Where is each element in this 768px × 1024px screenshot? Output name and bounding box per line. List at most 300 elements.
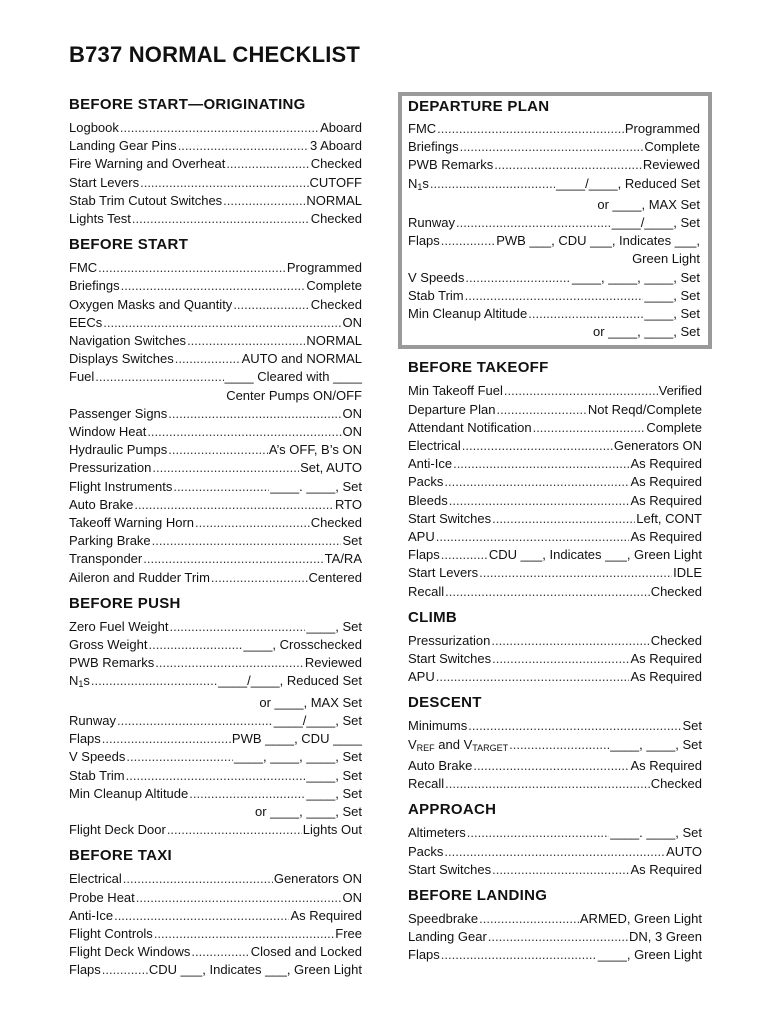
item-label-text: Pressurization [408, 632, 491, 648]
item-value: NORMAL [306, 192, 362, 208]
item-value: PWB ___, CDU ___, Indicates ___, [496, 233, 700, 249]
item-label-text: Oxygen Masks and Quantity [69, 296, 233, 312]
item-label-text: V Speeds [69, 749, 126, 765]
section-title: DEPARTURE PLAN [408, 98, 550, 115]
item-value: ____. ____, Set [610, 825, 702, 841]
section-title: BEFORE START [69, 236, 189, 254]
item-label [408, 583, 444, 601]
item-value: AUTO and NORMAL [241, 351, 362, 367]
checklist-item [69, 821, 362, 839]
checklist-item [408, 717, 702, 735]
item-label-text: Start Levers [408, 565, 479, 581]
item-value: Generators ON [273, 871, 362, 887]
item-label-text: Flaps [69, 731, 101, 747]
checklist-item [69, 192, 362, 210]
dot-leader [149, 636, 243, 654]
item-value: ____/____, Set [273, 712, 362, 728]
checklist-item [69, 636, 362, 654]
item-label [69, 192, 222, 210]
dot-leader [437, 120, 624, 138]
item-label [408, 546, 440, 564]
item-label [69, 441, 167, 459]
item-label [69, 943, 190, 961]
checklist-item [408, 138, 700, 156]
item-label-text: FMC [408, 121, 437, 136]
item-label [69, 259, 97, 277]
checklist-item [69, 332, 362, 350]
item-label [408, 757, 472, 775]
checklist-item [408, 632, 702, 650]
item-label-text: Flight Instruments [69, 478, 173, 494]
item-value: ON [342, 889, 362, 905]
item-label-text: Passenger Signs [69, 405, 168, 421]
dot-leader [155, 654, 304, 672]
item-label [69, 907, 113, 925]
item-label-text: Packs [408, 843, 444, 859]
item-label-text: Hydraulic Pumps [69, 442, 168, 458]
item-label [69, 210, 131, 228]
dot-leader [195, 514, 310, 532]
checklist-item [408, 564, 702, 582]
dot-leader [140, 174, 308, 192]
item-label [69, 119, 119, 137]
dot-leader [211, 569, 308, 587]
item-value: ____, ____, Set [610, 736, 702, 752]
departure-plan-box [398, 92, 712, 349]
checklist-item [69, 368, 362, 386]
item-label-text: Minimums [408, 718, 468, 734]
item-label-text: Attendant Notification [408, 419, 532, 435]
item-label [69, 277, 120, 295]
item-label [408, 843, 443, 861]
dot-leader [187, 332, 305, 350]
item-label-text: Transponder [69, 551, 143, 567]
item-label-text: V Speeds [408, 269, 465, 285]
item-value: As Required [630, 861, 702, 877]
checklist-item [69, 296, 362, 314]
item-label [408, 528, 435, 546]
item-value-continuation: or ____, MAX Set [259, 694, 362, 710]
dot-leader [453, 455, 629, 473]
item-value: ____/____, Reduced Set [218, 673, 362, 689]
item-value: Checked [650, 632, 702, 648]
item-label-text: Gross Weight [69, 637, 148, 653]
checklist-item [408, 156, 700, 174]
item-label [408, 455, 452, 473]
item-label [408, 946, 440, 964]
section-title: CLIMB [408, 608, 457, 626]
right-sections [398, 359, 712, 964]
item-label [408, 736, 508, 757]
checklist-item [69, 767, 362, 785]
checklist-item [69, 174, 362, 192]
item-label-text: Window Heat [69, 424, 147, 440]
item-label-text: APU [408, 529, 435, 545]
item-label-text: Packs [408, 474, 444, 490]
checklist-item [69, 210, 362, 228]
dot-leader [123, 870, 273, 888]
item-label [408, 232, 440, 250]
checklist-item [69, 423, 362, 441]
item-label [408, 861, 491, 879]
dot-leader [491, 632, 649, 650]
item-value: ____ Cleared with ____ [224, 369, 362, 385]
checklist-item [69, 870, 362, 888]
item-label [69, 350, 174, 368]
item-value: RTO [335, 496, 362, 512]
item-label-text: Min Cleanup Altitude [69, 785, 189, 801]
item-value: Complete [644, 139, 700, 155]
item-value: A’s OFF, B’s ON [268, 442, 362, 458]
item-label-text: Altimeters [408, 825, 466, 841]
item-label [408, 775, 444, 793]
item-label-subscript: REF [416, 742, 435, 753]
item-value-continuation: or ____, ____, Set [255, 803, 362, 819]
dot-leader [444, 843, 665, 861]
item-value: TA/RA [324, 551, 362, 567]
dot-leader [473, 757, 629, 775]
checklist-item [69, 748, 362, 766]
checklist-item [408, 401, 702, 419]
item-label [69, 532, 151, 550]
dot-leader [449, 492, 630, 510]
checklist-item [408, 546, 702, 564]
dot-leader [154, 925, 334, 943]
item-value: As Required [630, 456, 702, 472]
item-label-text: EECs [69, 314, 103, 330]
item-value: NORMAL [306, 333, 362, 349]
dot-leader [152, 532, 342, 550]
dot-leader [117, 712, 273, 730]
item-value: ____/____, Set [611, 215, 700, 231]
section-title: APPROACH [408, 801, 497, 819]
item-value: IDLE [673, 565, 702, 581]
dot-leader [462, 437, 613, 455]
dot-leader [465, 287, 644, 305]
item-label-text: Start Switches [408, 861, 492, 877]
dot-leader [441, 546, 488, 564]
section-title: BEFORE PUSH [69, 594, 181, 612]
item-label-text: Parking Brake [69, 533, 151, 549]
dot-leader [178, 137, 309, 155]
item-label [69, 423, 146, 441]
dot-leader [223, 192, 305, 210]
item-label-text: Briefings [69, 278, 120, 294]
item-label-text: Min Takeoff Fuel [408, 383, 503, 399]
item-value: AUTO [666, 843, 702, 859]
item-value: Lights Out [302, 822, 362, 838]
dot-leader [445, 583, 650, 601]
checklist-item [408, 736, 702, 757]
item-value: As Required [290, 907, 362, 923]
dot-leader [143, 550, 323, 568]
item-value-continuation: Center Pumps ON/OFF [226, 387, 362, 403]
item-label [69, 314, 102, 332]
item-value: Checked [650, 776, 702, 792]
dot-leader [191, 943, 249, 961]
page-title: B737 NORMAL CHECKLIST [69, 42, 361, 67]
checklist-item [69, 785, 362, 803]
checklist-item [408, 583, 702, 601]
item-value: CDU ___, Indicates ___, Green Light [148, 962, 362, 978]
checklist-item [408, 910, 702, 928]
item-label-text: Logbook [69, 120, 119, 135]
item-value: Checked [310, 211, 362, 227]
item-label-text: Speedbrake [408, 910, 479, 926]
item-label-text: PWB Remarks [69, 655, 155, 671]
dot-leader [168, 441, 268, 459]
item-value: ____, ____, ____, Set [234, 749, 362, 765]
dot-leader [445, 775, 650, 793]
dot-leader [233, 296, 309, 314]
checklist-item [408, 175, 700, 196]
checklist-item [69, 514, 362, 532]
item-label [69, 870, 122, 888]
item-value-continuation: or ____, ____, Set [593, 324, 700, 340]
dot-leader [492, 861, 629, 879]
item-value: As Required [630, 474, 702, 490]
item-label [69, 459, 151, 477]
item-label-text: Anti-Ice [408, 456, 453, 472]
dot-leader [134, 496, 334, 514]
checklist-item [69, 259, 362, 277]
item-value: ____, Set [306, 767, 362, 783]
section-title: BEFORE TAXI [69, 847, 173, 865]
dot-leader [226, 155, 309, 173]
dot-leader [121, 277, 306, 295]
item-value: As Required [630, 651, 702, 667]
checklist-item [408, 650, 702, 668]
item-label [69, 654, 154, 672]
dot-leader [496, 401, 586, 419]
item-label-text: Fire Warning and Overheat [69, 156, 226, 172]
checklist-item [408, 305, 700, 323]
item-label-text: Flight Deck Door [69, 822, 166, 838]
item-value: Checked [310, 156, 362, 172]
item-label [408, 510, 491, 528]
item-label [69, 514, 194, 532]
item-value: DN, 3 Green [629, 929, 702, 945]
dot-leader [175, 350, 241, 368]
item-label-text: Auto Brake [69, 496, 134, 512]
checklist-item [69, 441, 362, 459]
dot-leader [479, 564, 672, 582]
item-label-text: Takeoff Warning Horn [69, 515, 195, 531]
dot-leader [430, 175, 555, 193]
section-title: BEFORE START—ORIGINATING [69, 96, 306, 113]
item-label-text: APU [408, 669, 435, 685]
item-label-text: Departure Plan [408, 401, 496, 417]
checklist-item [69, 314, 362, 332]
item-label [69, 961, 101, 979]
dot-leader [465, 269, 571, 287]
item-label-text: Flaps [69, 962, 101, 978]
checklist-item [69, 730, 362, 748]
item-label [408, 632, 490, 650]
dot-leader [444, 473, 629, 491]
item-label [408, 473, 443, 491]
item-label-text: Auto Brake [408, 757, 473, 773]
item-label-text: Stab Trim [69, 767, 125, 783]
item-label-text: Flight Controls [69, 925, 153, 941]
checklist-item [69, 569, 362, 587]
item-value: Verified [658, 383, 702, 399]
dot-leader [492, 650, 629, 668]
item-label [408, 305, 527, 323]
item-value: PWB ____, CDU ____ [231, 731, 362, 747]
checklist-item [69, 712, 362, 730]
dot-leader [189, 785, 305, 803]
item-value: CUTOFF [309, 174, 362, 190]
item-value: ____, Crosschecked [243, 637, 362, 653]
checklist-item [408, 214, 700, 232]
item-value: ____, Set [306, 785, 362, 801]
item-label [69, 405, 167, 423]
dot-leader [147, 423, 341, 441]
item-label-subscript: 1 [417, 181, 423, 192]
dot-leader [460, 138, 644, 156]
section-before-start-originating [69, 96, 362, 228]
left-column [69, 96, 362, 980]
checklist-item [69, 277, 362, 295]
item-label-text: Flaps [408, 547, 440, 563]
item-label [408, 382, 503, 400]
section-before-push [69, 595, 362, 839]
section-approach [408, 801, 702, 879]
item-label-text: Stab Trim Cutout Switches [69, 192, 223, 208]
item-label [69, 767, 125, 785]
checklist-item [408, 510, 702, 528]
checklist-item [69, 907, 362, 925]
checklist-item [69, 889, 362, 907]
checklist-item [408, 269, 700, 287]
item-label-text: Flaps [408, 947, 440, 963]
item-label [69, 368, 94, 386]
checklist-item [408, 843, 702, 861]
checklist-item [408, 437, 702, 455]
checklist-item [408, 668, 702, 686]
dot-leader [91, 672, 217, 690]
item-label-text: Flaps [408, 233, 440, 249]
item-label [408, 437, 461, 455]
item-value: ____. ____, Set [270, 478, 362, 494]
checklist-item [69, 137, 362, 155]
checklist-item [408, 232, 700, 250]
item-label [408, 419, 532, 437]
item-value: Set, AUTO [300, 460, 362, 476]
item-value: ON [342, 424, 362, 440]
checklist-item [69, 961, 362, 979]
item-label [408, 287, 464, 305]
checklist-item [69, 943, 362, 961]
item-value: Generators ON [613, 438, 702, 454]
item-label-text: Runway [69, 712, 116, 728]
item-value: ____, Set [644, 306, 700, 322]
item-value: Left, CONT [636, 510, 702, 526]
checklist-item [408, 528, 702, 546]
checklist-item [408, 492, 702, 510]
checklist-item [408, 287, 700, 305]
item-value: Reviewed [304, 655, 362, 671]
item-value: Checked [310, 515, 362, 531]
section-before-landing [408, 887, 702, 965]
item-value: Checked [650, 583, 702, 599]
item-label-text: Bleeds [408, 492, 448, 508]
checklist-item [408, 928, 702, 946]
item-label [69, 155, 225, 173]
item-label-text: Start Switches [408, 651, 492, 667]
item-label [408, 269, 464, 287]
dot-leader [120, 119, 319, 137]
item-value: Checked [310, 296, 362, 312]
item-label-suffix: s [422, 175, 429, 191]
item-value-continuation: or ____, MAX Set [597, 196, 700, 212]
dot-leader [488, 928, 628, 946]
checklist-item [408, 946, 702, 964]
section-before-taxi [69, 847, 362, 979]
item-label-text: Electrical [69, 871, 122, 887]
item-value: Free [335, 925, 362, 941]
checklist-item [408, 382, 702, 400]
item-label-text: Recall [408, 583, 445, 599]
dot-leader [152, 459, 299, 477]
item-value: Aboard [320, 120, 362, 135]
item-label [408, 138, 459, 156]
section-climb [408, 609, 702, 687]
item-label [408, 214, 455, 232]
dot-leader [504, 382, 658, 400]
dot-leader [436, 668, 630, 686]
item-value: ____, ____, ____, Set [572, 269, 700, 285]
dot-leader [169, 618, 305, 636]
item-value: ____, Green Light [597, 947, 702, 963]
item-value: Complete [306, 278, 362, 294]
dot-leader [102, 730, 231, 748]
item-value: Complete [646, 419, 702, 435]
item-label-text: Electrical [408, 438, 461, 454]
dot-leader [533, 419, 646, 437]
item-label [408, 492, 448, 510]
item-value: Not Reqd/Complete [587, 401, 702, 417]
checklist-item [408, 861, 702, 879]
checklist-item [69, 459, 362, 477]
item-value: ARMED, Green Light [579, 910, 702, 926]
checklist-item [69, 550, 362, 568]
item-value: ____/____, Reduced Set [556, 175, 700, 191]
dot-leader [441, 232, 495, 250]
item-label [69, 569, 210, 587]
item-label [69, 332, 186, 350]
checklist-item [69, 405, 362, 423]
item-label [69, 889, 135, 907]
dot-leader [132, 210, 310, 228]
item-label [408, 928, 487, 946]
item-label-suffix: and V [434, 736, 473, 752]
section-descent [408, 694, 702, 793]
checklist-item [408, 473, 702, 491]
item-label-text: Anti-Ice [69, 907, 114, 923]
item-label [69, 550, 142, 568]
dot-leader [102, 961, 148, 979]
item-label-text: Start Levers [69, 174, 140, 190]
dot-leader [103, 314, 341, 332]
item-label [408, 564, 478, 582]
item-label-text: Landing Gear [408, 929, 487, 945]
item-label-text: N [408, 175, 418, 191]
checklist-item [69, 155, 362, 173]
item-label-text: PWB Remarks [408, 157, 494, 173]
item-label [408, 668, 435, 686]
